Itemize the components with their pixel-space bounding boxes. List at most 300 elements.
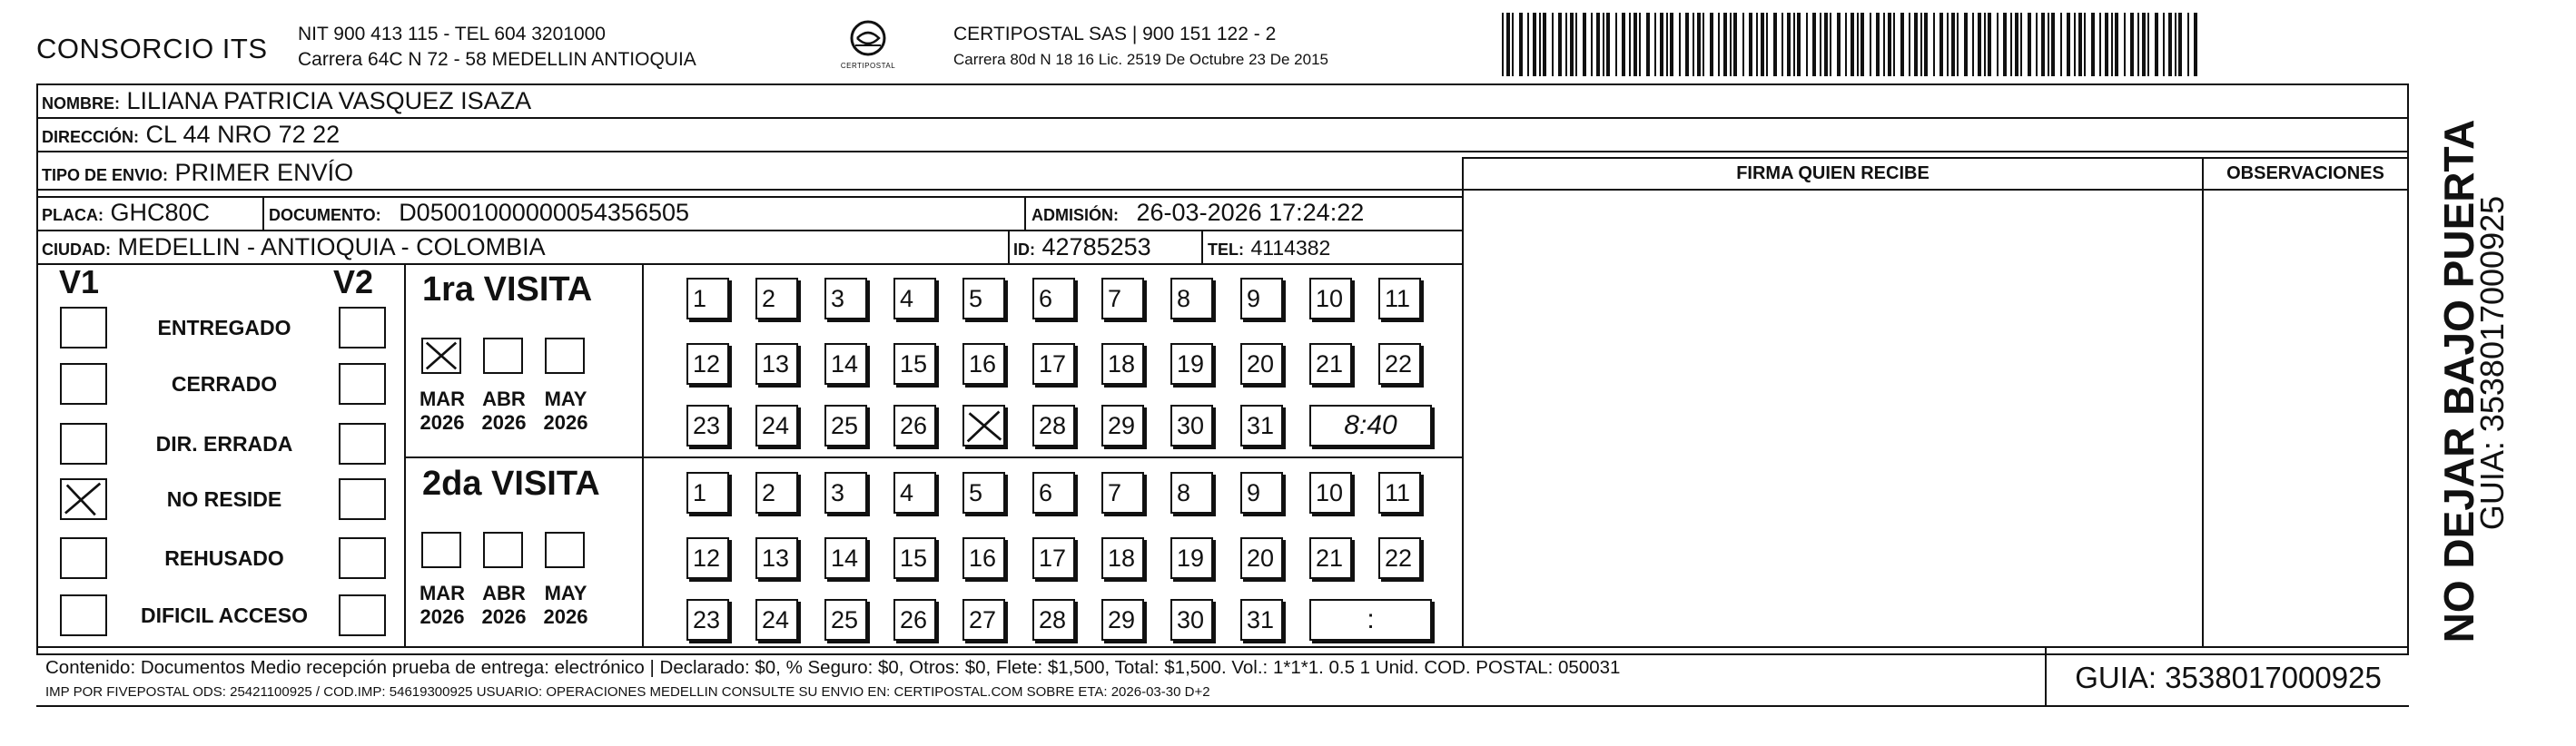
- barcode-bar: [1533, 13, 1536, 76]
- month-label: [410, 388, 474, 435]
- barcode-bar: [1851, 13, 1854, 76]
- recipient-name-row: [42, 89, 531, 113]
- barcode-bar: [1558, 13, 1562, 76]
- day-box[interactable]: [755, 278, 798, 319]
- barcode-bar: [1939, 13, 1943, 76]
- barcode-bar: [2028, 13, 2031, 76]
- day-box[interactable]: [755, 405, 798, 447]
- day-number: 29: [1108, 412, 1136, 439]
- side-warning: NO DEJAR BAJO PUERTA: [2435, 119, 2482, 643]
- day-number: 8: [1177, 285, 1191, 312]
- barcode-bar: [2074, 13, 2076, 76]
- barcode-bar: [1951, 13, 1955, 76]
- day-number: 22: [1385, 545, 1413, 572]
- v2-checkbox[interactable]: [339, 423, 386, 465]
- barcode-bar: [2003, 13, 2007, 76]
- status-option-label: REHUSADO: [164, 546, 284, 570]
- signature-label: FIRMA QUIEN RECIBE: [1736, 163, 1930, 183]
- barcode-bar: [1845, 13, 1847, 76]
- barcode-bar: [1622, 13, 1625, 76]
- day-number: 27: [969, 606, 997, 633]
- day-box[interactable]: [962, 343, 1005, 385]
- day-box[interactable]: [1309, 278, 1352, 319]
- visit-2-title: 2da VISITA: [422, 465, 600, 503]
- day-number: 6: [1039, 479, 1053, 506]
- barcode-bar: [1639, 13, 1641, 76]
- footer-guia: GUIA: 3538017000925: [2075, 661, 2382, 694]
- barcode-bar: [2105, 13, 2108, 76]
- day-box[interactable]: [686, 278, 729, 319]
- barcode-bar: [1793, 13, 1795, 76]
- barcode-bar: [2163, 13, 2165, 76]
- month-label: [410, 582, 474, 629]
- day-number: 23: [693, 606, 721, 633]
- day-number: 30: [1177, 606, 1205, 633]
- barcode-bar: [1914, 13, 1918, 76]
- month-name: MAY: [544, 388, 587, 410]
- observations-label: OBSERVACIONES: [2226, 163, 2384, 183]
- status-option-label: NO RESIDE: [166, 487, 282, 511]
- day-number: 2: [762, 285, 776, 312]
- day-box[interactable]: [893, 405, 936, 447]
- day-box[interactable]: [1240, 343, 1283, 385]
- day-box[interactable]: [1309, 472, 1352, 514]
- day-box[interactable]: [755, 599, 798, 641]
- logo-text: CERTIPOSTAL: [840, 62, 896, 70]
- month-checkbox[interactable]: [545, 532, 585, 568]
- barcode-bar: [2099, 13, 2101, 76]
- v2-checkbox[interactable]: [339, 594, 386, 636]
- day-number: 26: [900, 412, 928, 439]
- day-number: 12: [693, 350, 721, 378]
- tel-row: [1208, 235, 1330, 260]
- barcode-bar: [2137, 13, 2139, 76]
- barcode-bar: [1820, 13, 1821, 76]
- shipment-type-row: [42, 161, 353, 185]
- day-number: 3: [831, 479, 845, 506]
- barcode-bar: [1654, 13, 1656, 76]
- barcode-bar: [1893, 13, 1895, 76]
- barcode-bar: [1685, 13, 1689, 76]
- v1-checkbox[interactable]: [60, 423, 107, 465]
- day-box[interactable]: [824, 472, 867, 514]
- barcode-bar: [2020, 13, 2022, 76]
- barcode-bar: [2078, 13, 2082, 76]
- barcode-bar: [1766, 13, 1768, 76]
- day-box[interactable]: [1032, 278, 1075, 319]
- barcode-bar: [1837, 13, 1841, 76]
- day-number: 7: [1108, 285, 1122, 312]
- side-guia: GUIA: 3538017000925: [2473, 195, 2511, 531]
- v2-checkbox[interactable]: [339, 363, 386, 405]
- day-number: 19: [1177, 545, 1205, 572]
- barcode-bar: [1756, 13, 1758, 76]
- day-box[interactable]: [1309, 343, 1352, 385]
- month-name: MAY: [544, 582, 587, 604]
- barcode-bar: [1693, 13, 1694, 76]
- barcode-bar: [1924, 13, 1928, 76]
- day-box[interactable]: [1032, 472, 1075, 514]
- barcode-bar: [2155, 13, 2158, 76]
- month-year: 2026: [481, 411, 527, 434]
- day-number: 31: [1247, 412, 1275, 439]
- barcode-bar: [1947, 13, 1949, 76]
- admission-value: 26-03-2026 17:24:22: [1136, 199, 1365, 226]
- day-number: 28: [1039, 606, 1067, 633]
- day-box[interactable]: [1170, 278, 1213, 319]
- day-box[interactable]: [893, 537, 936, 579]
- company-nit: NIT 900 413 115 - TEL 604 3201000: [298, 24, 606, 44]
- barcode-bar: [2060, 13, 2062, 76]
- day-box[interactable]: [893, 343, 936, 385]
- day-number: 6: [1039, 285, 1053, 312]
- day-number: 29: [1108, 606, 1136, 633]
- barcode-bar: [1527, 13, 1529, 76]
- document-label: DOCUMENTO:: [269, 206, 381, 224]
- day-box[interactable]: [1170, 537, 1213, 579]
- barcode-bar: [1575, 13, 1577, 76]
- day-number: 7: [1108, 479, 1122, 506]
- barcode-bar: [1860, 13, 1864, 76]
- admission-label: ADMISIÓN:: [1031, 206, 1119, 224]
- id-row: [1013, 235, 1151, 260]
- day-number: 23: [693, 412, 721, 439]
- month-year: 2026: [419, 411, 465, 434]
- status-option-label: DIR. ERRADA: [155, 432, 293, 456]
- day-number: 21: [1316, 350, 1344, 378]
- v1-checkbox[interactable]: [60, 478, 107, 520]
- day-number: 9: [1247, 479, 1261, 506]
- barcode-bar: [1703, 13, 1704, 76]
- barcode-bar: [1603, 13, 1604, 76]
- day-box[interactable]: [1170, 599, 1213, 641]
- status-option-label: ENTREGADO: [157, 316, 291, 339]
- city-label: CIUDAD:: [42, 240, 111, 259]
- operator-name: CERTIPOSTAL SAS | 900 151 122 - 2: [953, 24, 1277, 44]
- city-value: MEDELLIN - ANTIOQUIA - COLOMBIA: [117, 233, 546, 260]
- day-number: 17: [1039, 545, 1067, 572]
- barcode-bar: [1552, 13, 1554, 76]
- month-label: [534, 388, 597, 435]
- day-box[interactable]: [1032, 537, 1075, 579]
- day-number: 31: [1247, 606, 1275, 633]
- name-label: NOMBRE:: [42, 94, 120, 113]
- time-value: :: [1367, 604, 1375, 634]
- print-info-line: IMP POR FIVEPOSTAL ODS: 25421100925 / COD.IMP: 54619300925 USUARIO: OPERACIONES MEDELLIN CONSULTE SU ENVIO EN: CERTIPOSTAL.COM SOBRE ETA: 2026-03-30 D+2: [45, 684, 1210, 700]
- day-number: 2: [762, 479, 776, 506]
- day-number: 13: [762, 350, 790, 378]
- day-box-marked[interactable]: [962, 405, 1005, 447]
- barcode-bar: [1781, 13, 1783, 76]
- barcode-bar: [1519, 13, 1523, 76]
- barcode-bar: [2041, 13, 2045, 76]
- barcode-bar: [1806, 13, 1808, 76]
- day-box[interactable]: [1378, 472, 1421, 514]
- day-box[interactable]: [824, 405, 867, 447]
- recipient-name: LILIANA PATRICIA VASQUEZ ISAZA: [126, 87, 532, 114]
- day-box[interactable]: [824, 278, 867, 319]
- day-box[interactable]: [824, 343, 867, 385]
- day-box[interactable]: [962, 537, 1005, 579]
- barcode-bar: [1773, 13, 1777, 76]
- day-number: 24: [762, 412, 790, 439]
- day-box[interactable]: [893, 472, 936, 514]
- barcode-bar: [2142, 13, 2146, 76]
- barcode-bar: [1583, 13, 1586, 76]
- time-value: 8:40: [1344, 410, 1397, 440]
- day-box[interactable]: [1032, 405, 1075, 447]
- barcode-bar: [2048, 13, 2049, 76]
- month-year: 2026: [543, 411, 588, 434]
- barcode-bar: [1870, 13, 1871, 76]
- barcode-bar: [1615, 13, 1617, 76]
- plate-label: PLACA:: [42, 206, 104, 224]
- barcode-bar: [1824, 13, 1828, 76]
- day-box[interactable]: [1032, 599, 1075, 641]
- day-box[interactable]: [824, 537, 867, 579]
- barcode-bar: [1543, 13, 1546, 76]
- barcode-bar: [1972, 13, 1974, 76]
- barcode-bar: [1502, 13, 1504, 76]
- type-label: TIPO DE ENVIO:: [42, 166, 169, 184]
- day-box[interactable]: [686, 599, 729, 641]
- day-number: 14: [831, 350, 859, 378]
- certipostal-logo: [835, 18, 901, 76]
- barcode-bar: [1742, 13, 1744, 76]
- barcode-bar: [1633, 13, 1637, 76]
- day-number: 21: [1316, 545, 1344, 572]
- day-box[interactable]: [1240, 405, 1283, 447]
- day-number: 8: [1177, 479, 1191, 506]
- day-box[interactable]: [1240, 599, 1283, 641]
- barcode-bar: [1988, 13, 1991, 76]
- cross-mark-icon: [62, 480, 105, 518]
- day-box[interactable]: [1032, 343, 1075, 385]
- day-box[interactable]: [686, 472, 729, 514]
- barcode-bar: [1596, 13, 1600, 76]
- barcode-bar: [1723, 13, 1727, 76]
- day-number: 1: [693, 479, 707, 506]
- barcode-bar: [1512, 13, 1514, 76]
- day-box[interactable]: [893, 599, 936, 641]
- month-checkbox[interactable]: [421, 338, 461, 374]
- day-box[interactable]: [1170, 472, 1213, 514]
- day-box[interactable]: [1170, 343, 1213, 385]
- barcode-bar: [1920, 13, 1922, 76]
- barcode-bar: [1909, 13, 1910, 76]
- v1-checkbox[interactable]: [60, 594, 107, 636]
- day-box[interactable]: [1378, 537, 1421, 579]
- day-box[interactable]: [824, 599, 867, 641]
- plate-row: [42, 201, 210, 225]
- day-number: 25: [831, 412, 859, 439]
- barcode-bar: [2111, 13, 2113, 76]
- barcode-bar: [1591, 13, 1593, 76]
- barcode-bar: [2147, 13, 2149, 76]
- day-number: 10: [1316, 285, 1344, 312]
- month-checkbox[interactable]: [421, 532, 461, 568]
- month-name: ABR: [482, 582, 526, 604]
- day-number: 5: [969, 285, 983, 312]
- shipment-type: PRIMER ENVÍO: [174, 159, 354, 186]
- month-label: [534, 582, 597, 629]
- day-number: 18: [1108, 350, 1136, 378]
- day-box[interactable]: [1101, 537, 1144, 579]
- tel-label: TEL:: [1208, 240, 1244, 259]
- day-box[interactable]: [686, 537, 729, 579]
- day-box[interactable]: [1378, 278, 1421, 319]
- barcode-bar: [1730, 13, 1732, 76]
- v2-checkbox[interactable]: [339, 537, 386, 579]
- day-box[interactable]: [686, 405, 729, 447]
- day-number: 20: [1247, 350, 1275, 378]
- barcode: [1502, 13, 2201, 76]
- day-number: 30: [1177, 412, 1205, 439]
- barcode-bar: [1883, 13, 1885, 76]
- day-number: 24: [762, 606, 790, 633]
- day-box[interactable]: [1309, 537, 1352, 579]
- day-box[interactable]: [962, 472, 1005, 514]
- day-box[interactable]: [1101, 343, 1144, 385]
- v1-checkbox[interactable]: [60, 537, 107, 579]
- barcode-bar: [1761, 13, 1764, 76]
- day-number: 15: [900, 350, 928, 378]
- barcode-bar: [1646, 13, 1650, 76]
- contents-line: Contenido: Documentos Medio recepción prueba de entrega: electrónico | Declarado: $0, % Seguro: $0, Otros: $0, Flete: $1,500, Total: $1,500. Vol.: 1*1*1. 0.5 1 Unid. COD. POSTAL: 050031: [45, 657, 1621, 678]
- barcode-bar: [1710, 13, 1713, 76]
- status-option-label: DIFICIL ACCESO: [140, 604, 308, 627]
- barcode-bar: [1888, 13, 1891, 76]
- time-box[interactable]: [1309, 405, 1432, 447]
- day-number: 3: [831, 285, 845, 312]
- day-number: 13: [762, 545, 790, 572]
- document-row: [269, 201, 689, 225]
- barcode-bar: [2187, 13, 2189, 76]
- day-number: 28: [1039, 412, 1067, 439]
- v1-checkbox[interactable]: [60, 307, 107, 348]
- month-label: [472, 388, 536, 435]
- barcode-bar: [1812, 13, 1816, 76]
- day-box[interactable]: [893, 278, 936, 319]
- cross-mark-icon: [964, 407, 1003, 445]
- day-number: 19: [1177, 350, 1205, 378]
- v2-label: V2: [333, 263, 374, 300]
- barcode-bar: [2084, 13, 2086, 76]
- barcode-bar: [2194, 13, 2197, 76]
- day-number: 11: [1385, 479, 1411, 506]
- plate-value: GHC80C: [110, 199, 211, 226]
- barcode-bar: [1876, 13, 1880, 76]
- cross-mark-icon: [423, 339, 459, 372]
- day-box[interactable]: [962, 278, 1005, 319]
- barcode-bar: [2124, 13, 2126, 76]
- v1-checkbox[interactable]: [60, 363, 107, 405]
- v1-label: V1: [59, 263, 100, 300]
- barcode-bar: [2130, 13, 2134, 76]
- barcode-bar: [1797, 13, 1801, 76]
- day-number: 12: [693, 545, 721, 572]
- month-year: 2026: [481, 605, 527, 628]
- id-label: ID:: [1013, 240, 1035, 259]
- day-number: 5: [969, 479, 983, 506]
- company-name: CONSORCIO ITS: [36, 33, 268, 64]
- day-box[interactable]: [686, 343, 729, 385]
- document-value: D05001000000054356505: [399, 199, 690, 226]
- barcode-bar: [1978, 13, 1981, 76]
- v2-checkbox[interactable]: [339, 307, 386, 348]
- day-box[interactable]: [1240, 537, 1283, 579]
- day-box[interactable]: [1170, 405, 1213, 447]
- barcode-bar: [1666, 13, 1668, 76]
- month-name: ABR: [482, 388, 526, 410]
- day-box[interactable]: [1378, 343, 1421, 385]
- barcode-bar: [1679, 13, 1681, 76]
- month-checkbox[interactable]: [545, 338, 585, 374]
- barcode-bar: [1933, 13, 1935, 76]
- day-box[interactable]: [755, 537, 798, 579]
- day-number: 14: [831, 545, 859, 572]
- day-box[interactable]: [755, 472, 798, 514]
- day-box[interactable]: [962, 599, 1005, 641]
- barcode-bar: [2168, 13, 2172, 76]
- month-checkbox[interactable]: [483, 532, 523, 568]
- time-box[interactable]: [1309, 599, 1432, 641]
- barcode-bar: [2067, 13, 2070, 76]
- day-box[interactable]: [1240, 278, 1283, 319]
- month-checkbox[interactable]: [483, 338, 523, 374]
- day-number: 25: [831, 606, 859, 633]
- barcode-bar: [2051, 13, 2055, 76]
- day-number: 16: [969, 545, 997, 572]
- tel-value: 4114382: [1250, 236, 1331, 260]
- day-box[interactable]: [1101, 405, 1144, 447]
- day-number: 17: [1039, 350, 1067, 378]
- day-box[interactable]: [1101, 599, 1144, 641]
- day-box[interactable]: [1240, 472, 1283, 514]
- day-number: 16: [969, 350, 997, 378]
- day-number: 10: [1316, 479, 1344, 506]
- barcode-bar: [1570, 13, 1574, 76]
- day-box[interactable]: [1101, 278, 1144, 319]
- day-number: 26: [900, 606, 928, 633]
- barcode-bar: [1506, 13, 1510, 76]
- barcode-bar: [1733, 13, 1737, 76]
- barcode-bar: [1997, 13, 1999, 76]
- barcode-bar: [1984, 13, 1986, 76]
- barcode-bar: [2036, 13, 2038, 76]
- barcode-bar: [2178, 13, 2182, 76]
- month-label: [472, 582, 536, 629]
- day-number: 9: [1247, 285, 1261, 312]
- day-number: 22: [1385, 350, 1413, 378]
- day-number: 4: [900, 479, 914, 506]
- day-box[interactable]: [755, 343, 798, 385]
- day-number: 15: [900, 545, 928, 572]
- barcode-bar: [1565, 13, 1567, 76]
- visit-1-title: 1ra VISITA: [422, 270, 593, 309]
- admission-row: [1031, 201, 1364, 225]
- barcode-bar: [1964, 13, 1968, 76]
- recipient-address: CL 44 NRO 72 22: [145, 121, 341, 148]
- address-label: DIRECCIÓN:: [42, 128, 139, 146]
- barcode-bar: [1830, 13, 1831, 76]
- city-row: [42, 235, 546, 260]
- month-year: 2026: [419, 605, 465, 628]
- company-address: Carrera 64C N 72 - 58 MEDELLIN ANTIOQUIA: [298, 49, 696, 70]
- v2-checkbox[interactable]: [339, 478, 386, 520]
- status-option-label: CERRADO: [171, 372, 278, 396]
- day-box[interactable]: [1101, 472, 1144, 514]
